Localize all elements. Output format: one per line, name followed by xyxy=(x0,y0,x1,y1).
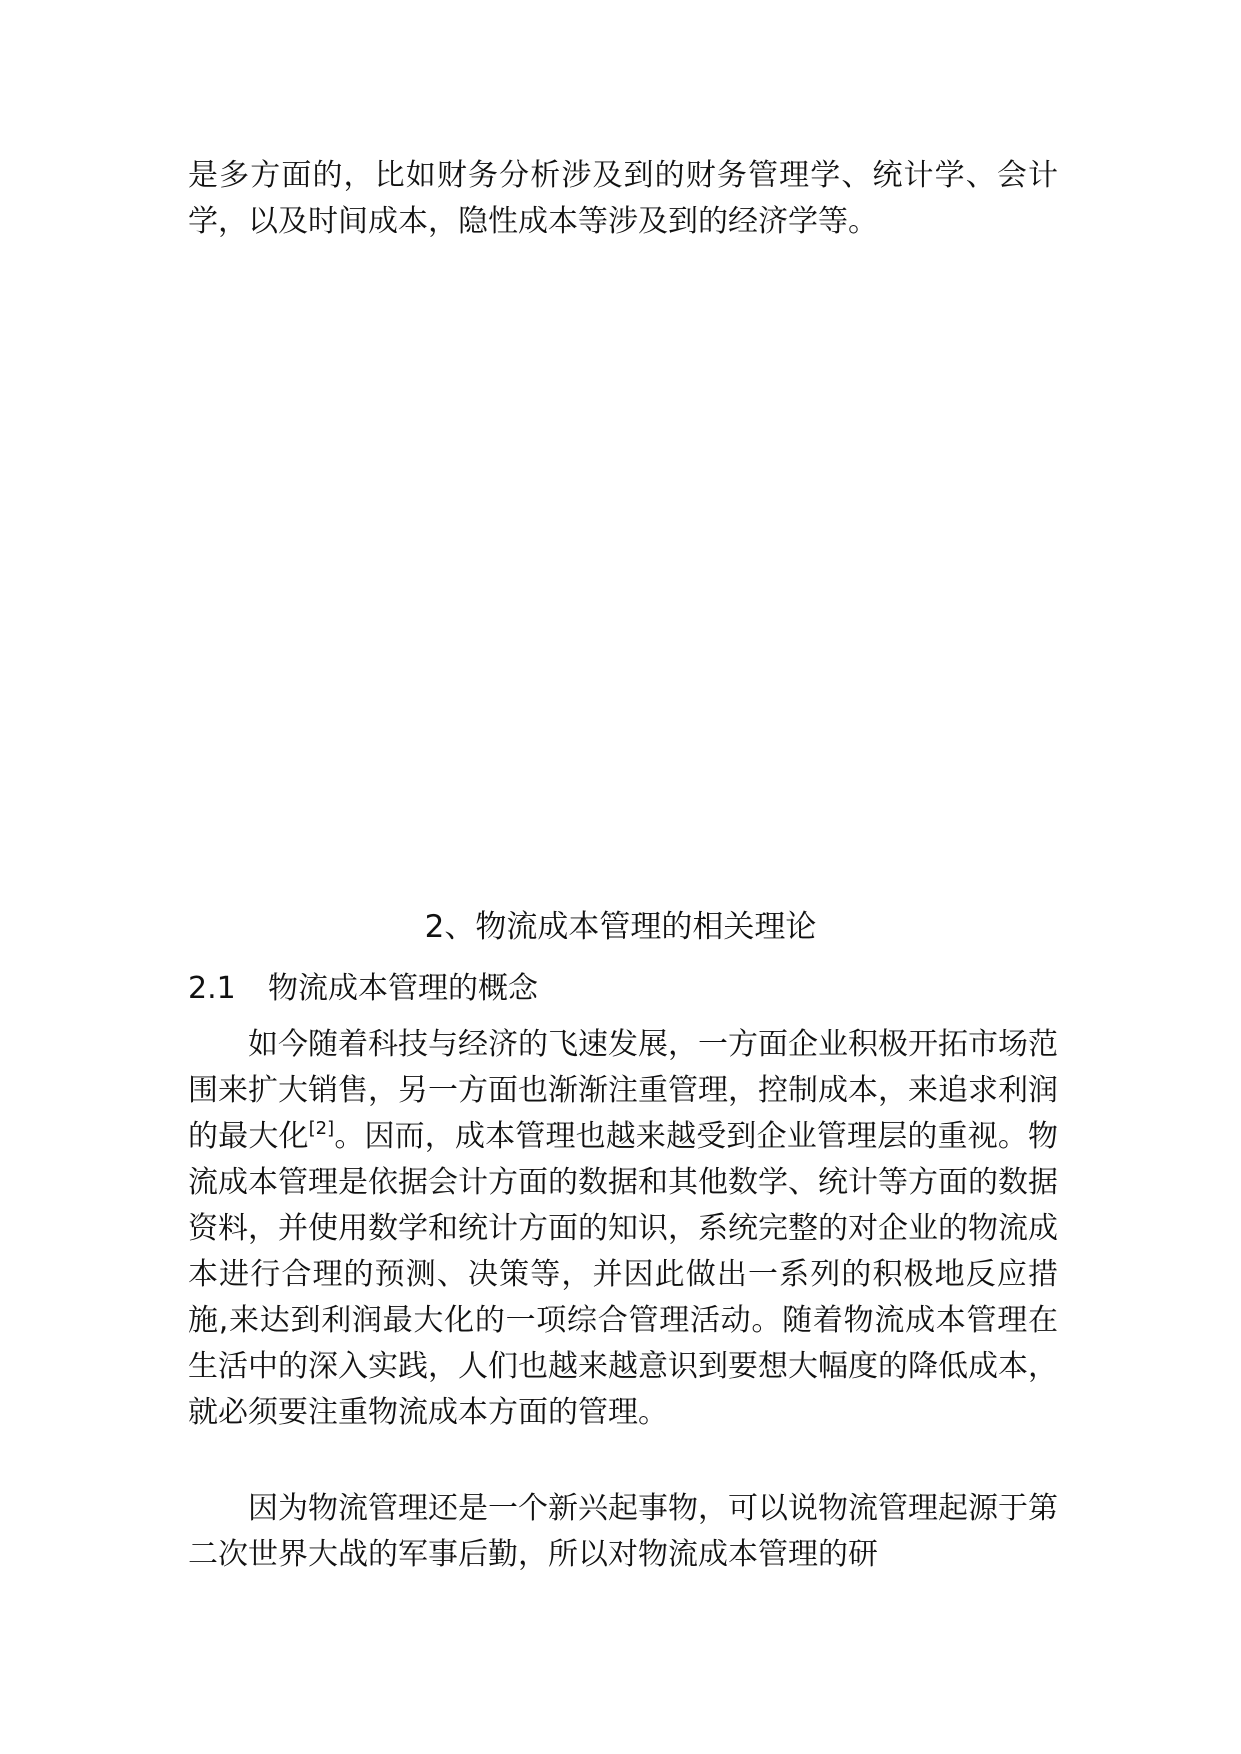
chapter-title: 2、物流成本管理的相关理论 xyxy=(424,909,817,945)
paragraph-1-text-before-citation: 如今随着科技与经济的飞速发展，一方面企业积极开拓市场范围来扩大销售，另一方面也渐渐注重管理，控制成本，来追求利润的最大化 xyxy=(188,1027,1058,1154)
section-title: 物流成本管理的概念 xyxy=(268,971,538,1006)
paragraph-1-text-after-citation: 。因而，成本管理也越来越受到企业管理层的重视。物流成本管理是依据会计方面的数据和其他数学、统计等方面的数据资料，并使用数学和统计方面的知识，系统完整的对企业的物流成本进行合理的预测、决策等，并因此做出一系列的积极地反应措施,来达到利润最大化的一项综合管理活动。随着物流成本管理在生活中的深入实践，人们也越来越意识到要想大幅度的降低成本，就必须要注重物流成本方面的管理。 xyxy=(188,1119,1059,1430)
body-paragraph-2: 因为物流管理还是一个新兴起事物，可以说物流管理起源于第二次世界大战的军事后勤，所以对物流成本管理的研 xyxy=(188,1491,1058,1572)
continuation-paragraph: 是多方面的，比如财务分析涉及到的财务管理学、统计学、会计学，以及时间成本，隐性成本等涉及到的经济学等。 xyxy=(188,158,1058,239)
section-number: 2.1 xyxy=(188,971,236,1006)
body-paragraph-1 xyxy=(188,1022,1058,1436)
citation-reference: [2] xyxy=(308,1118,335,1139)
section-heading xyxy=(188,966,538,1012)
